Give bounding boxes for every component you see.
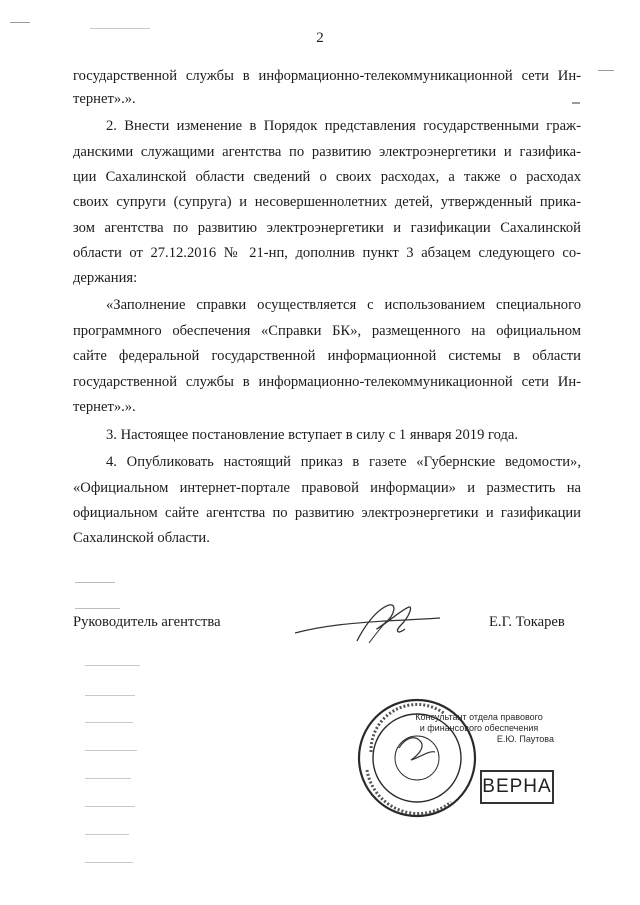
scan-artifact	[85, 750, 137, 751]
text-line: «Официальном интернет-портале правовой информации» и разместить на	[73, 480, 581, 496]
text-line: 4. Опубликовать настоящий приказ в газете «Губернские ведомости»,	[106, 454, 581, 470]
text-line: Сахалинской области.	[73, 530, 210, 546]
scan-artifact	[85, 778, 131, 779]
page-number: 2	[316, 30, 324, 46]
cert-line: Е.Ю. Паутова	[496, 734, 554, 744]
certification-note	[400, 712, 558, 745]
text-line: держания:	[73, 270, 138, 286]
scan-artifact	[85, 834, 129, 835]
scan-artifact	[572, 102, 580, 104]
scan-artifact	[90, 28, 150, 29]
cert-line: и финансового обеспечения	[419, 723, 539, 733]
text-line: программного обеспечения «Справки БК», размещенного на официальном	[73, 323, 581, 339]
text-line: своих супруги (супруга) и несовершеннолетних детей, утвержденный прика-	[73, 194, 581, 210]
scan-artifact	[85, 806, 135, 807]
signatory-title: Руководитель агентства	[73, 614, 221, 630]
round-seal-stamp	[355, 690, 485, 820]
text-line: официальном сайте агентства по развитию электроэнергетики и газификации	[73, 505, 581, 521]
scan-artifact	[598, 70, 614, 71]
text-line: 2. Внести изменение в Порядок представления государственными граж-	[106, 118, 581, 134]
scan-artifact	[75, 608, 120, 609]
scan-artifact	[10, 22, 30, 23]
text-line: государственной службы в информационно-телекоммуникационной сети Ин-	[73, 68, 581, 84]
scan-artifact	[85, 862, 133, 863]
signatory-name: Е.Г. Токарев	[489, 614, 565, 630]
text-line: области от 27.12.2016 № 21-нп, дополнив пункт 3 абзацем следующего со-	[73, 245, 581, 261]
scan-artifact	[75, 582, 115, 583]
text-line: сайте федеральной государственной информационной системы в области	[73, 348, 581, 364]
text-line: ции Сахалинской области сведений о своих расходах, а также о расходах	[73, 169, 581, 185]
scan-artifact	[85, 722, 133, 723]
cert-line: Консультант отдела правового	[415, 712, 543, 722]
text-line: государственной службы в информационно-телекоммуникационной сети Ин-	[73, 374, 581, 390]
text-line: «Заполнение справки осуществляется с использованием специального	[106, 297, 581, 313]
verna-stamp: ВЕРНА	[480, 770, 554, 804]
text-line: данскими служащими агентства по развитию электроэнергетики и газифика-	[73, 144, 581, 160]
handwritten-signature	[285, 595, 445, 655]
text-line: зом агентства по развитию электроэнергетики и газификации Сахалинской	[73, 220, 581, 236]
text-line: тернет».».	[73, 399, 136, 415]
paragraph-4: 3. Настоящее постановление вступает в силу с 1 января 2019 года.	[106, 427, 519, 443]
text-line: тернет».».	[73, 91, 136, 107]
scan-artifact	[85, 665, 140, 666]
scan-artifact	[85, 695, 135, 696]
